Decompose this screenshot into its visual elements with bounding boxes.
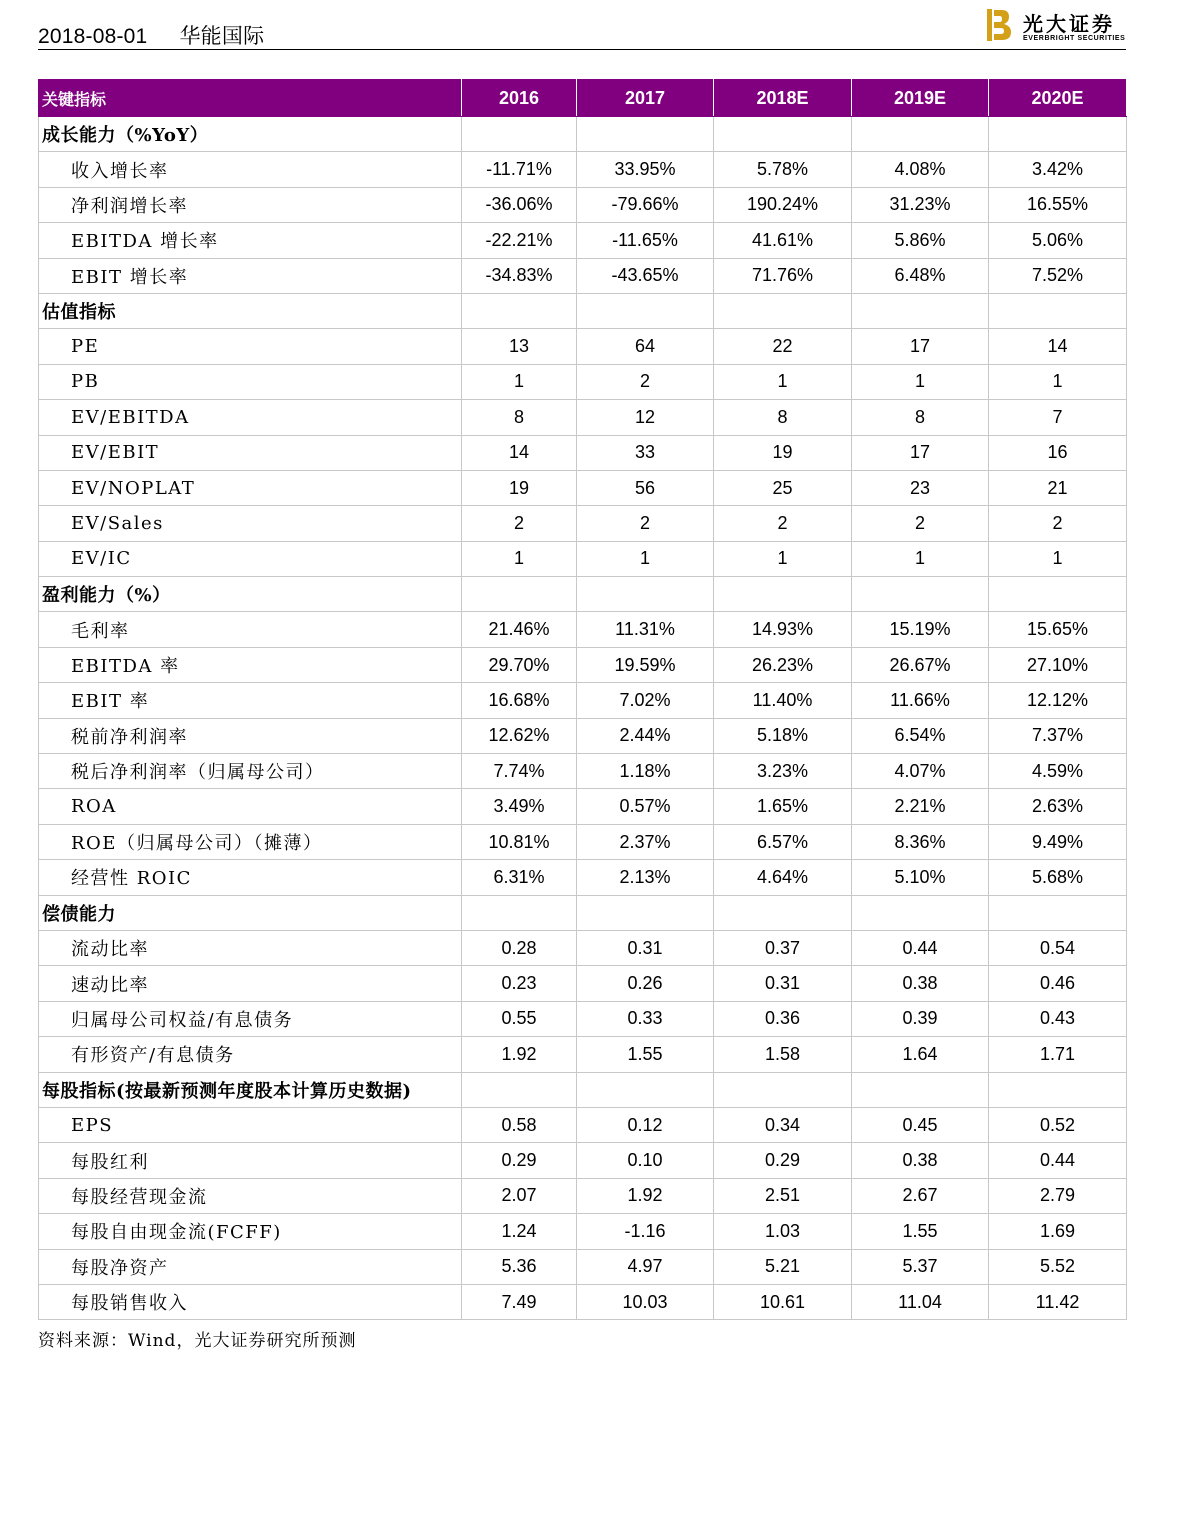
metric-label: PB (39, 364, 462, 399)
metric-value: 1.92 (462, 1037, 577, 1072)
metric-value: 5.86% (852, 223, 989, 258)
metric-value (852, 577, 989, 612)
metric-value: 27.10% (989, 647, 1127, 682)
metric-value: 4.97 (577, 1249, 714, 1284)
metric-value (577, 895, 714, 930)
metric-value: 1 (989, 364, 1127, 399)
table-row (39, 1214, 1127, 1249)
metric-value: 7.02% (577, 683, 714, 718)
metric-value: 2.07 (462, 1178, 577, 1213)
metric-value: 1 (462, 364, 577, 399)
metric-value: 41.61% (714, 223, 852, 258)
logo-english-name: EVERBRIGHT SECURITIES (1023, 35, 1126, 42)
metric-value (852, 117, 989, 152)
metric-value: 7.52% (989, 258, 1127, 293)
metric-value: 5.68% (989, 860, 1127, 895)
metric-value (714, 895, 852, 930)
metric-label: EV/IC (39, 541, 462, 576)
metric-value: 0.44 (852, 930, 989, 965)
metric-value: 2.67 (852, 1178, 989, 1213)
metric-label: 速动比率 (39, 966, 462, 1001)
metric-value: -11.65% (577, 223, 714, 258)
metric-value: 0.46 (989, 966, 1127, 1001)
metric-value: 16.68% (462, 683, 577, 718)
metric-value (577, 1072, 714, 1107)
metric-value: 6.31% (462, 860, 577, 895)
metric-value: 0.58 (462, 1107, 577, 1142)
metric-value: 4.64% (714, 860, 852, 895)
table-row (39, 754, 1127, 789)
metric-value: -1.16 (577, 1214, 714, 1249)
table-row (39, 612, 1127, 647)
table-row (39, 258, 1127, 293)
metric-value: 0.43 (989, 1001, 1127, 1036)
section-title: 盈利能力（%） (39, 577, 462, 612)
company-name: 华能国际 (179, 25, 265, 48)
table-row (39, 435, 1127, 470)
table-row (39, 1143, 1127, 1178)
metric-value (577, 577, 714, 612)
section-title: 每股指标(按最新预测年度股本计算历史数据) (39, 1072, 462, 1107)
metric-value (989, 1072, 1127, 1107)
metric-value: 2 (989, 506, 1127, 541)
metric-label: EBITDA 增长率 (39, 223, 462, 258)
metric-value (462, 895, 577, 930)
header-divider (38, 49, 1126, 50)
everbright-logo-icon (987, 9, 1013, 41)
section-row (39, 117, 1127, 152)
metric-label: 归属母公司权益/有息债务 (39, 1001, 462, 1036)
metric-value: 5.06% (989, 223, 1127, 258)
table-row (39, 470, 1127, 505)
metric-value (852, 293, 989, 328)
table-row (39, 824, 1127, 859)
column-header-year: 2016 (462, 80, 577, 117)
metric-value: 15.65% (989, 612, 1127, 647)
key-metrics-table (38, 79, 1127, 1320)
metric-value (989, 117, 1127, 152)
metric-value: 2.63% (989, 789, 1127, 824)
metric-label: 经营性 ROIC (39, 860, 462, 895)
metric-value (989, 895, 1127, 930)
metric-value: 0.37 (714, 930, 852, 965)
metric-label: EPS (39, 1107, 462, 1142)
table-row (39, 187, 1127, 222)
metric-value: 2 (852, 506, 989, 541)
table-row (39, 223, 1127, 258)
table-row (39, 541, 1127, 576)
metric-value: 3.49% (462, 789, 577, 824)
metric-value: -36.06% (462, 187, 577, 222)
metric-value: 0.54 (989, 930, 1127, 965)
metric-value: 7.49 (462, 1284, 577, 1319)
metric-value: 8 (714, 400, 852, 435)
table-row (39, 683, 1127, 718)
metric-label: ROE（归属母公司）（摊薄） (39, 824, 462, 859)
metric-value: 1 (989, 541, 1127, 576)
metric-value: 8.36% (852, 824, 989, 859)
metric-value: 2 (577, 506, 714, 541)
metric-label: 每股红利 (39, 1143, 462, 1178)
metric-value: 5.18% (714, 718, 852, 753)
metric-value: 2.44% (577, 718, 714, 753)
metric-label: 税后净利润率（归属母公司） (39, 754, 462, 789)
metric-label: 收入增长率 (39, 152, 462, 187)
metric-value: 22 (714, 329, 852, 364)
metric-value: 11.42 (989, 1284, 1127, 1319)
metric-value: 5.52 (989, 1249, 1127, 1284)
metric-value: 64 (577, 329, 714, 364)
metric-value (577, 117, 714, 152)
metric-value (852, 1072, 989, 1107)
metric-value: 0.38 (852, 966, 989, 1001)
metric-value: 1 (462, 541, 577, 576)
metric-value: 17 (852, 329, 989, 364)
metric-value: 33.95% (577, 152, 714, 187)
metric-value: 19 (462, 470, 577, 505)
section-row (39, 895, 1127, 930)
table-header-row (39, 80, 1127, 117)
metric-value: 0.34 (714, 1107, 852, 1142)
metric-label: PE (39, 329, 462, 364)
metric-value: 6.57% (714, 824, 852, 859)
report-date: 2018-08-01 (38, 25, 148, 48)
metric-value: 12.62% (462, 718, 577, 753)
metric-value: 16.55% (989, 187, 1127, 222)
metric-value: 2.21% (852, 789, 989, 824)
metric-value: 7.74% (462, 754, 577, 789)
metric-value: 2.51 (714, 1178, 852, 1213)
table-row (39, 647, 1127, 682)
page-header (38, 0, 1126, 50)
metric-value: 8 (462, 400, 577, 435)
table-row (39, 1178, 1127, 1213)
section-title: 偿债能力 (39, 895, 462, 930)
metric-value: 0.26 (577, 966, 714, 1001)
metric-value: 1.71 (989, 1037, 1127, 1072)
metric-label: ROA (39, 789, 462, 824)
metric-value: 12.12% (989, 683, 1127, 718)
metric-value: 14 (989, 329, 1127, 364)
metric-label: EV/Sales (39, 506, 462, 541)
metric-value: 21 (989, 470, 1127, 505)
metric-value: 1.92 (577, 1178, 714, 1213)
metric-value: 3.42% (989, 152, 1127, 187)
metric-value: 16 (989, 435, 1127, 470)
metric-value: 1.65% (714, 789, 852, 824)
metric-value: 6.48% (852, 258, 989, 293)
table-row (39, 329, 1127, 364)
metric-label: EBIT 增长率 (39, 258, 462, 293)
metric-value: 0.28 (462, 930, 577, 965)
table-row (39, 1249, 1127, 1284)
metric-value (714, 117, 852, 152)
metric-value: 10.81% (462, 824, 577, 859)
metric-value: 5.10% (852, 860, 989, 895)
metric-value: 7 (989, 400, 1127, 435)
metric-value: -11.71% (462, 152, 577, 187)
metric-value: 10.03 (577, 1284, 714, 1319)
metric-label: 税前净利润率 (39, 718, 462, 753)
metric-value: 4.59% (989, 754, 1127, 789)
table-row (39, 152, 1127, 187)
metric-value: 17 (852, 435, 989, 470)
metric-label: EV/NOPLAT (39, 470, 462, 505)
metric-value: -22.21% (462, 223, 577, 258)
metric-value: 21.46% (462, 612, 577, 647)
metric-value: 0.36 (714, 1001, 852, 1036)
metric-value: 0.31 (577, 930, 714, 965)
metric-value: 31.23% (852, 187, 989, 222)
metric-value: 56 (577, 470, 714, 505)
metric-value: 23 (852, 470, 989, 505)
metric-value: 2.79 (989, 1178, 1127, 1213)
metric-value: 5.21 (714, 1249, 852, 1284)
metric-value: 19.59% (577, 647, 714, 682)
metric-value: 25 (714, 470, 852, 505)
metric-label: 每股自由现金流(FCFF) (39, 1214, 462, 1249)
metric-value: 0.31 (714, 966, 852, 1001)
everbright-logo (987, 8, 1127, 44)
section-row (39, 577, 1127, 612)
metric-value: 1.58 (714, 1037, 852, 1072)
column-header-metric: 关键指标 (39, 80, 462, 117)
metric-label: 每股销售收入 (39, 1284, 462, 1319)
table-row (39, 1107, 1127, 1142)
metric-value (462, 577, 577, 612)
metric-value (462, 293, 577, 328)
metric-value: 1.03 (714, 1214, 852, 1249)
metric-value: 3.23% (714, 754, 852, 789)
table-header (39, 80, 1127, 117)
metric-value: 5.36 (462, 1249, 577, 1284)
metric-value: 1 (714, 541, 852, 576)
column-header-year: 2019E (852, 80, 989, 117)
metric-value: 1 (852, 364, 989, 399)
metric-value: 2 (577, 364, 714, 399)
metric-label: 毛利率 (39, 612, 462, 647)
metric-value: 26.67% (852, 647, 989, 682)
metric-value: 1 (714, 364, 852, 399)
metric-value: 2.37% (577, 824, 714, 859)
metric-value: -79.66% (577, 187, 714, 222)
metric-value: 1.24 (462, 1214, 577, 1249)
metric-value: 7.37% (989, 718, 1127, 753)
metric-value: 1.69 (989, 1214, 1127, 1249)
table-row (39, 930, 1127, 965)
metric-value: 0.29 (714, 1143, 852, 1178)
metric-label: 流动比率 (39, 930, 462, 965)
metric-value: 190.24% (714, 187, 852, 222)
metric-label: EV/EBITDA (39, 400, 462, 435)
metric-value: -43.65% (577, 258, 714, 293)
metric-value (989, 577, 1127, 612)
metric-value: 0.45 (852, 1107, 989, 1142)
metric-label: 每股净资产 (39, 1249, 462, 1284)
metric-value (462, 1072, 577, 1107)
metric-value: 11.31% (577, 612, 714, 647)
metric-value: 13 (462, 329, 577, 364)
metric-value: 11.40% (714, 683, 852, 718)
metric-value: 0.55 (462, 1001, 577, 1036)
section-title: 估值指标 (39, 293, 462, 328)
metric-value (577, 293, 714, 328)
section-row (39, 1072, 1127, 1107)
section-row (39, 293, 1127, 328)
metric-value (714, 293, 852, 328)
source-note: 资料来源：Wind，光大证券研究所预测 (38, 1331, 357, 1351)
metric-value: 5.37 (852, 1249, 989, 1284)
metric-value: 0.33 (577, 1001, 714, 1036)
metric-value: 6.54% (852, 718, 989, 753)
metric-value: 0.23 (462, 966, 577, 1001)
table-row (39, 400, 1127, 435)
metric-value: 0.44 (989, 1143, 1127, 1178)
metric-value: 8 (852, 400, 989, 435)
metric-value: 11.04 (852, 1284, 989, 1319)
metric-value: 14 (462, 435, 577, 470)
metric-value: 0.52 (989, 1107, 1127, 1142)
metric-value: 11.66% (852, 683, 989, 718)
metric-value: 0.57% (577, 789, 714, 824)
metric-value: 0.38 (852, 1143, 989, 1178)
metric-value: -34.83% (462, 258, 577, 293)
metric-value: 0.12 (577, 1107, 714, 1142)
table-row (39, 860, 1127, 895)
table-row (39, 364, 1127, 399)
metric-value: 33 (577, 435, 714, 470)
metric-value: 19 (714, 435, 852, 470)
table-row (39, 966, 1127, 1001)
metric-label: EBITDA 率 (39, 647, 462, 682)
table-row (39, 789, 1127, 824)
metric-value (989, 293, 1127, 328)
metric-label: 净利润增长率 (39, 187, 462, 222)
metric-value: 15.19% (852, 612, 989, 647)
column-header-year: 2020E (989, 80, 1127, 117)
metric-value: 10.61 (714, 1284, 852, 1319)
metric-value: 2 (714, 506, 852, 541)
metric-value: 1.55 (852, 1214, 989, 1249)
metric-value: 4.08% (852, 152, 989, 187)
metric-value: 1 (852, 541, 989, 576)
table-row (39, 1284, 1127, 1319)
metric-value: 14.93% (714, 612, 852, 647)
metric-value: 1.18% (577, 754, 714, 789)
table-body (39, 117, 1127, 1320)
metric-value: 5.78% (714, 152, 852, 187)
logo-chinese-name: 光大证券 (1023, 12, 1115, 36)
metric-value: 12 (577, 400, 714, 435)
table-row (39, 1001, 1127, 1036)
column-header-year: 2017 (577, 80, 714, 117)
table-row (39, 506, 1127, 541)
metric-value: 0.39 (852, 1001, 989, 1036)
metric-value: 9.49% (989, 824, 1127, 859)
metric-value (462, 117, 577, 152)
metric-value (714, 577, 852, 612)
metric-value: 1.55 (577, 1037, 714, 1072)
section-title: 成长能力（%YoY） (39, 117, 462, 152)
metric-label: 有形资产/有息债务 (39, 1037, 462, 1072)
metric-value: 0.29 (462, 1143, 577, 1178)
metric-value: 2.13% (577, 860, 714, 895)
metric-value: 29.70% (462, 647, 577, 682)
metric-value (852, 895, 989, 930)
metric-value: 1.64 (852, 1037, 989, 1072)
header-info (38, 20, 264, 50)
metric-value: 2 (462, 506, 577, 541)
metric-value: 26.23% (714, 647, 852, 682)
metric-value: 71.76% (714, 258, 852, 293)
metric-value: 0.10 (577, 1143, 714, 1178)
metric-value (714, 1072, 852, 1107)
metric-label: EBIT 率 (39, 683, 462, 718)
column-header-year: 2018E (714, 80, 852, 117)
metric-label: EV/EBIT (39, 435, 462, 470)
metric-value: 1 (577, 541, 714, 576)
metric-label: 每股经营现金流 (39, 1178, 462, 1213)
table-row (39, 718, 1127, 753)
metric-value: 4.07% (852, 754, 989, 789)
table-row (39, 1037, 1127, 1072)
